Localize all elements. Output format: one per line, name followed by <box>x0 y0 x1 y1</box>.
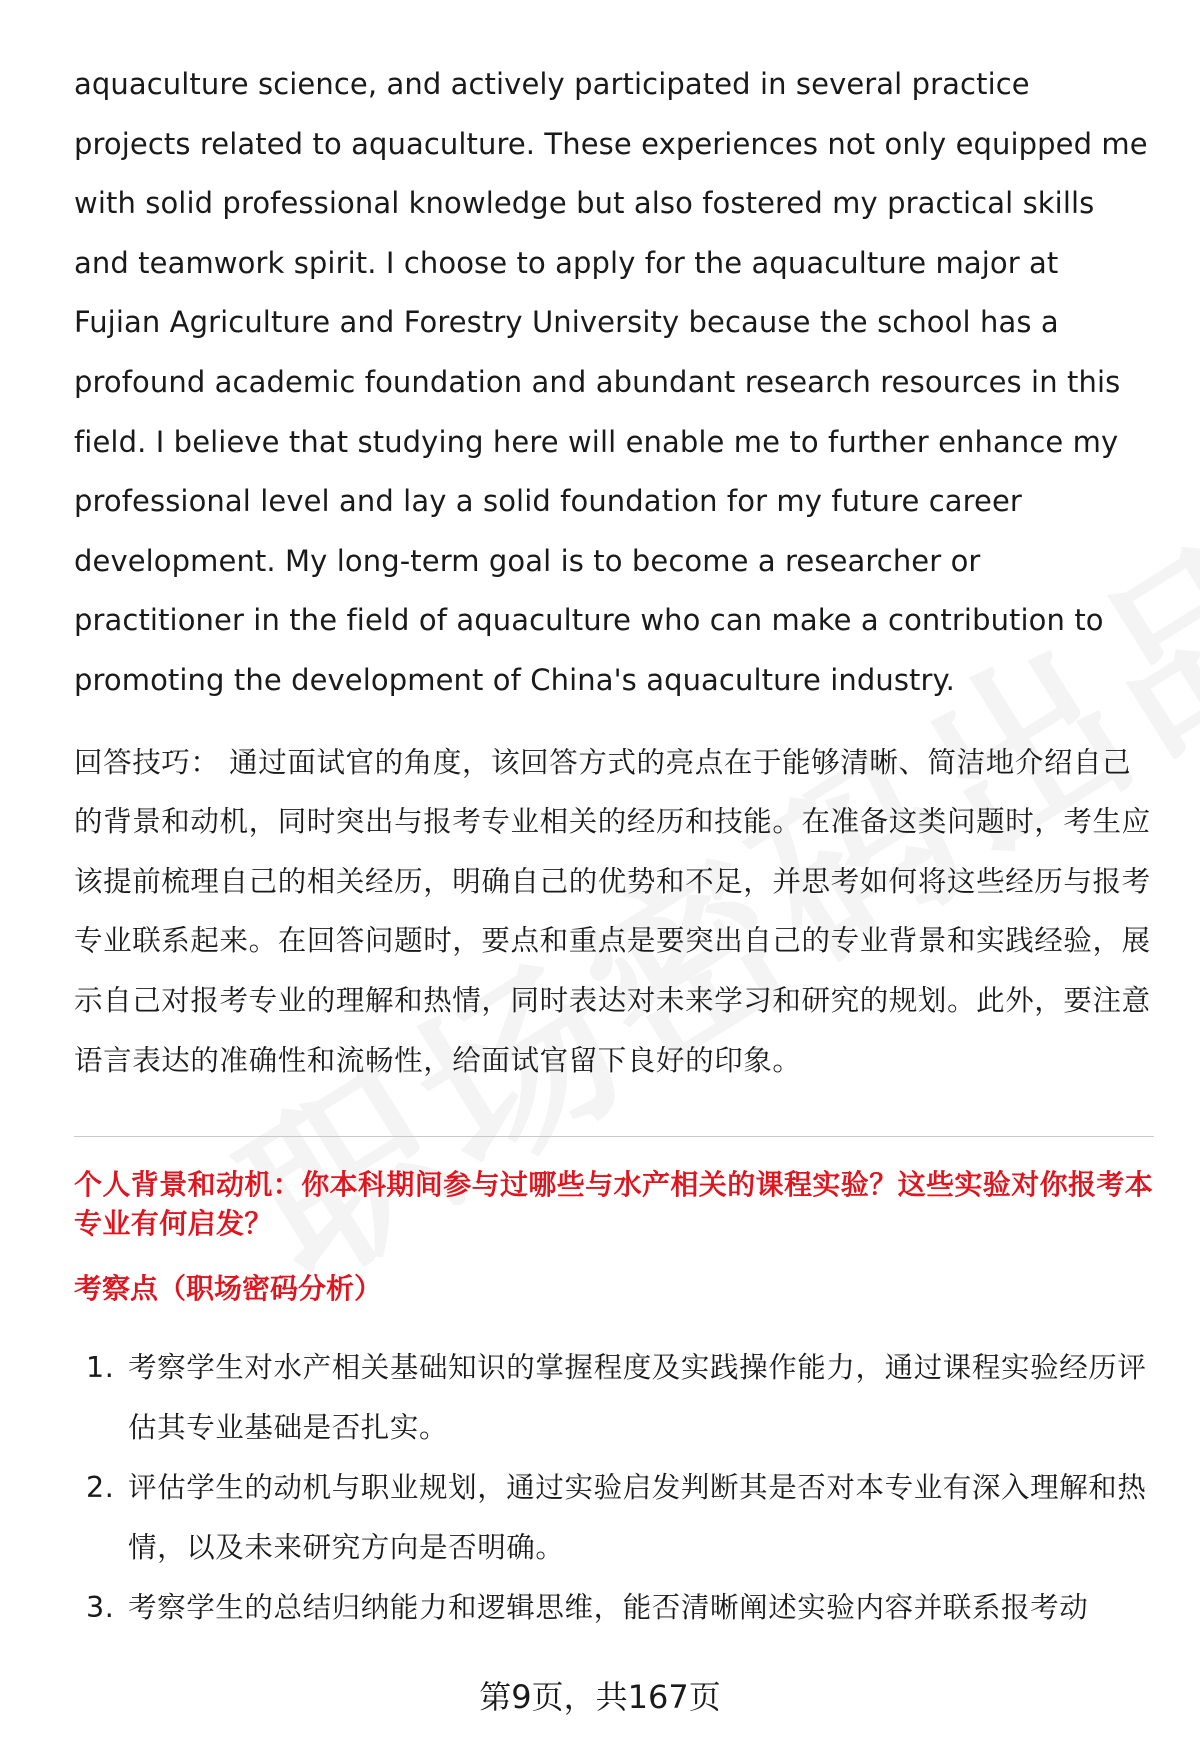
answer-tips-paragraph: 回答技巧： 通过面试官的角度，该回答方式的亮点在于能够清晰、简洁地介绍自己的背景和动机，同时突出与报考专业相关的经历和技能。在准备这类问题时，考生应该提前梳理自己的相关经历，明确自己的优势和不足，并思考如何将这些经历与报考专业联系起来。在回答问题时，要点和重点是要突出自己的专业背景和实践经验，展示自己对报考专业的理解和热情，同时表达对未来学习和研究的规划。此外，要注意语言表达的准确性和流畅性，给面试官留下良好的印象。 <box>74 745 1151 1077</box>
list-item-number: 2. <box>86 1471 115 1505</box>
list-item <box>74 1578 1154 1638</box>
list-item-text: 考察学生的总结归纳能力和逻辑思维，能否清晰阐述实验内容并联系报考动 <box>128 1591 1089 1625</box>
list-item <box>74 1338 1154 1457</box>
english-answer-paragraph: aquaculture science, and actively participated in several practice projects related to aquaculture. These experiences not only equipped me with solid professional knowledge but also fostered my practical skills and teamwork spirit. I choose to apply for the aquaculture major at Fujian Agriculture and Forestry University because the school has a profound academic foundation and abundant research resources in this field. I believe that studying here will enable me to further enhance my professional level and lay a solid foundation for my future career development. My long-term goal is to become a researcher or practitioner in the field of aquaculture who can make a contribution to promoting the development of China's aquaculture industry. <box>74 67 1148 697</box>
list-item <box>74 1458 1154 1577</box>
list-item-number: 3. <box>86 1591 115 1625</box>
page-content <box>74 55 1154 1639</box>
list-item-text: 考察学生对水产相关基础知识的掌握程度及实践操作能力，通过课程实验经历评估其专业基础是否扎实。 <box>128 1351 1147 1444</box>
page-number-footer: 第9页，共167页 <box>479 1678 721 1716</box>
list-item-text: 评估学生的动机与职业规划，通过实验启发判断其是否对本专业有深入理解和热情，以及未来研究方向是否明确。 <box>128 1471 1147 1564</box>
interview-question-heading: 个人背景和动机：你本科期间参与过哪些与水产相关的课程实验？这些实验对你报考本专业有何启发？ <box>74 1168 1154 1241</box>
assessment-points-title: 考察点（职场密码分析） <box>74 1272 383 1306</box>
assessment-points-list <box>74 1338 1154 1638</box>
section-divider <box>74 1136 1154 1137</box>
list-item-number: 1. <box>86 1351 115 1385</box>
